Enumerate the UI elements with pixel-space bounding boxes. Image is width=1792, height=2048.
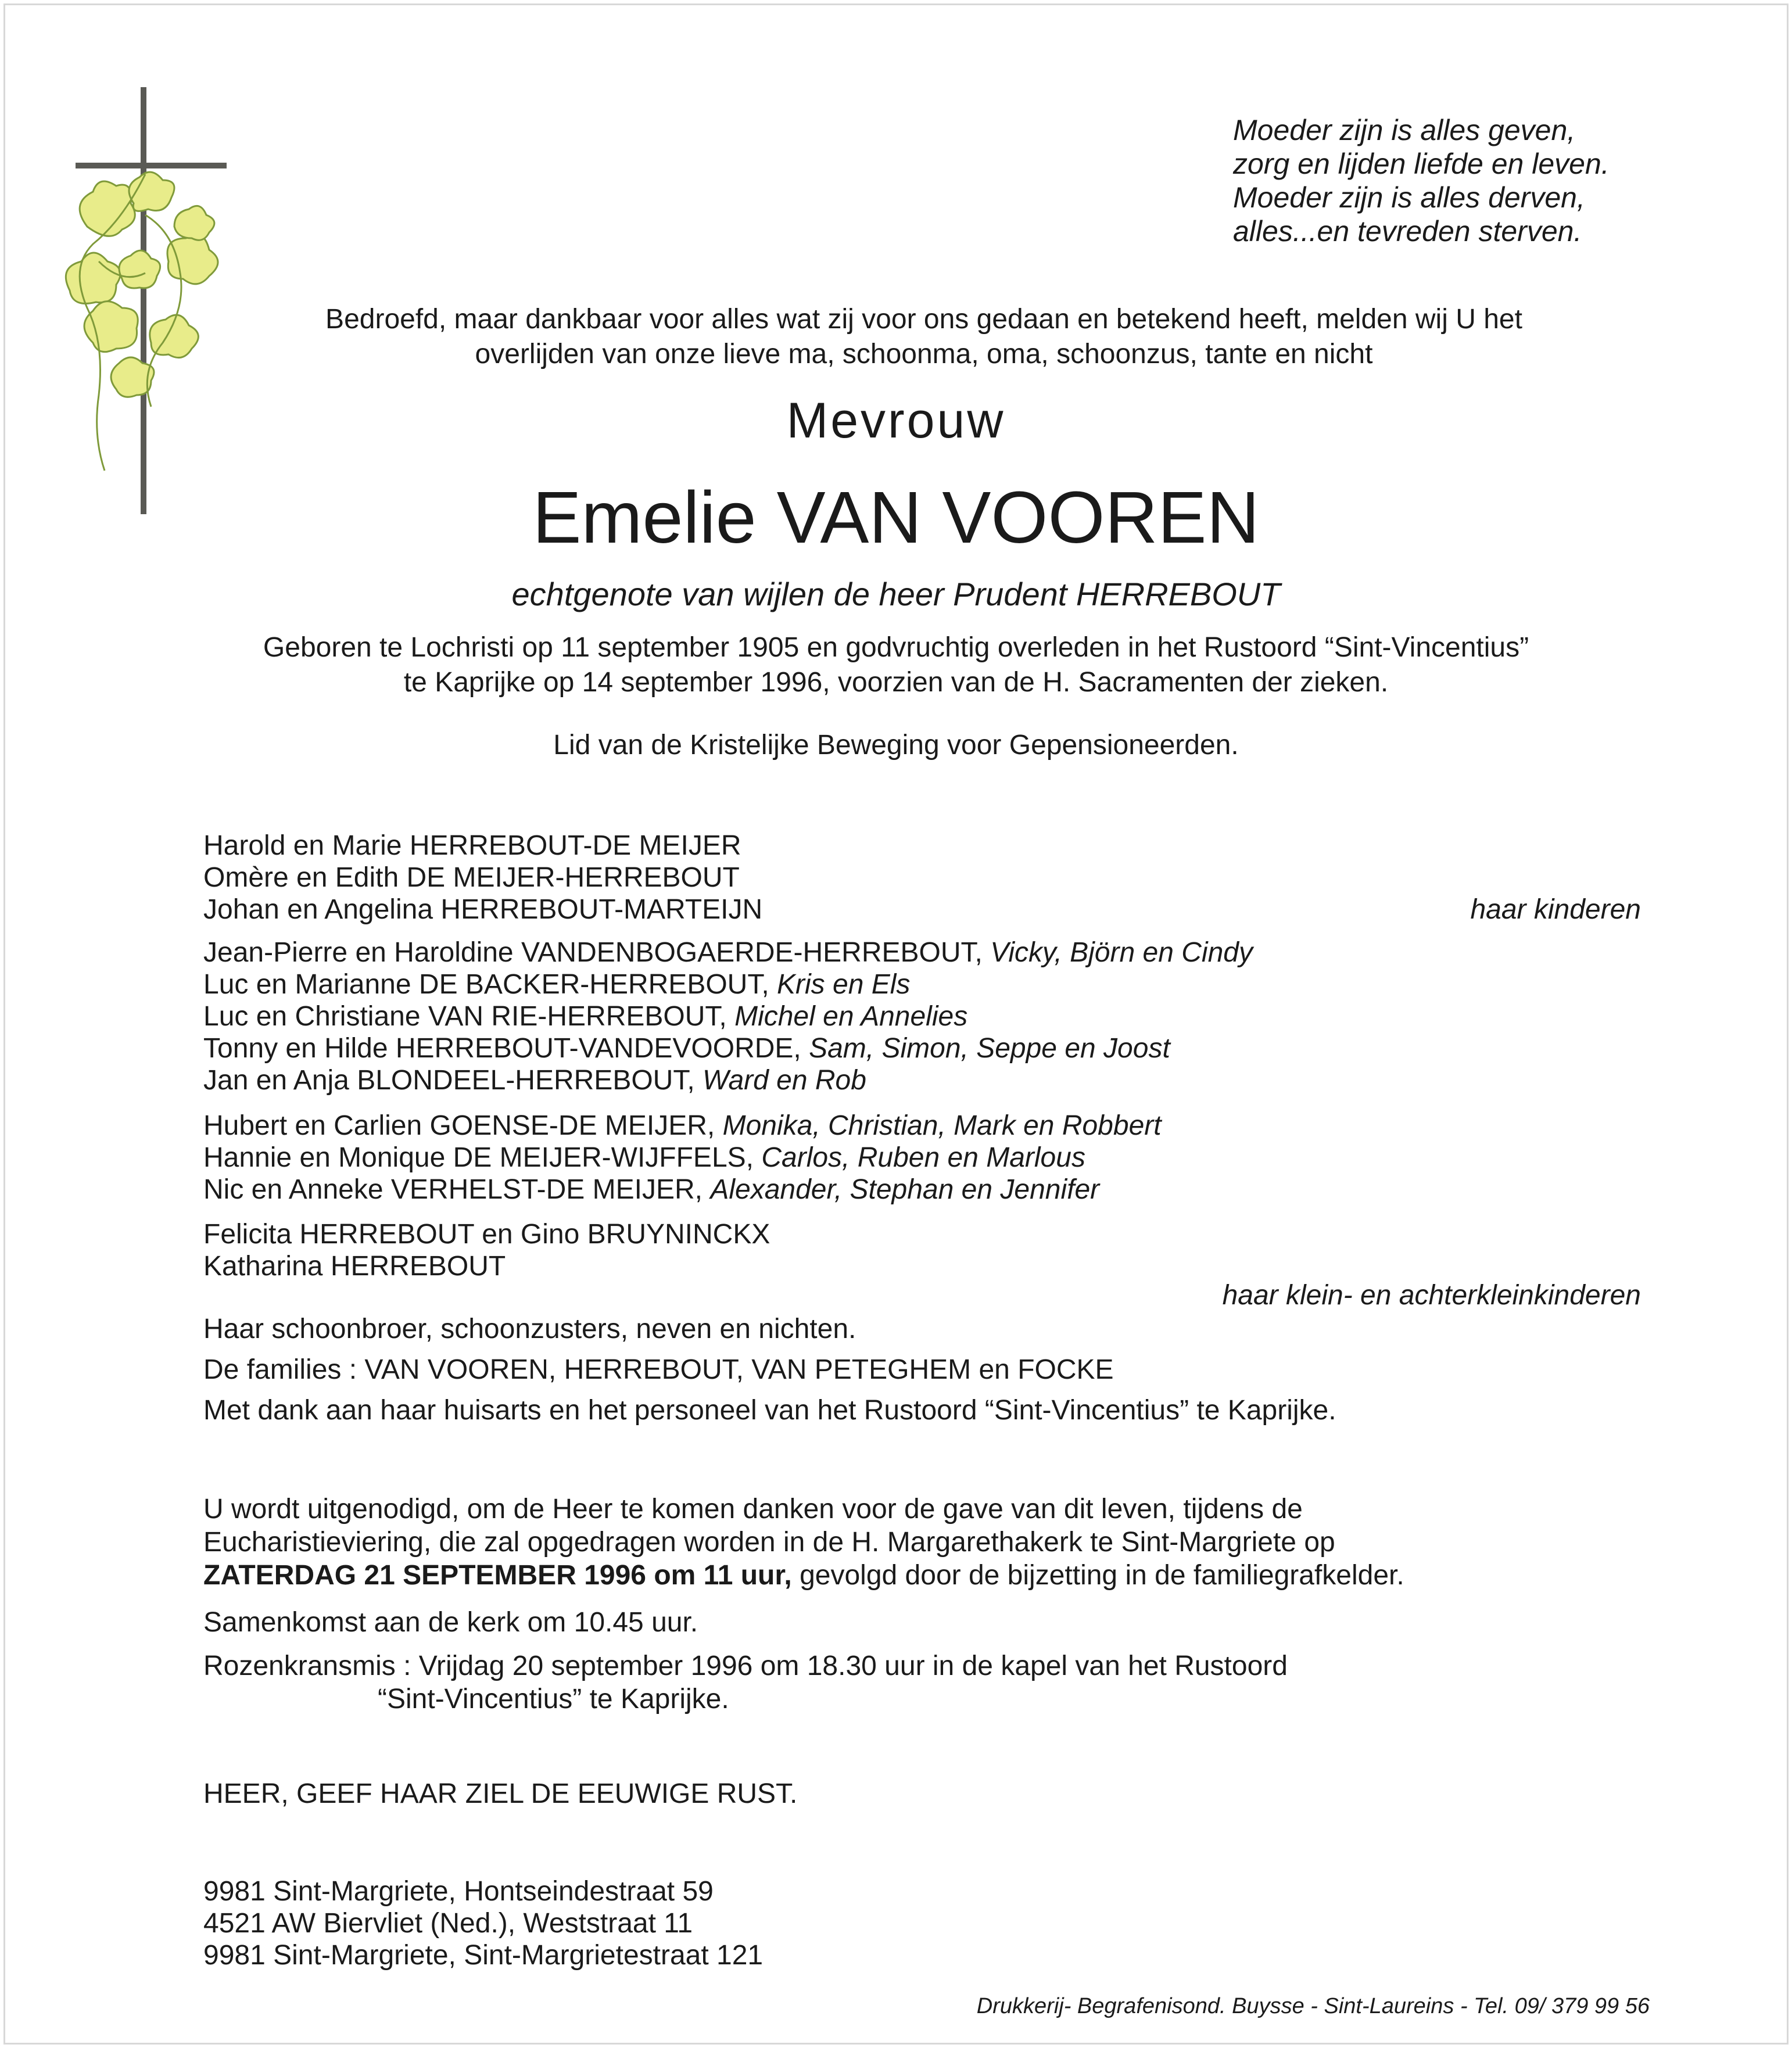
- birth-death-info: [0, 630, 1792, 700]
- poem-line: Moeder zijn is alles derven,: [1233, 181, 1585, 214]
- grandchild-kids: Kris en Els: [777, 969, 911, 1000]
- grandchild-parents: Nic en Anneke VERHELST-DE MEIJER,: [203, 1174, 703, 1205]
- honorific-title: Mevrouw: [786, 393, 1006, 449]
- address-line: 9981 Sint-Margriete, Hontseindestraat 59: [203, 1876, 714, 1907]
- invitation-rest: gevolgd door de bijzetting in de familiegrafkelder.: [791, 1560, 1404, 1591]
- great-grandchild-line: Felicita HERREBOUT en Gino BRUYNINCKX: [203, 1219, 770, 1250]
- printer-credit: Drukkerij- Begrafenisond. Buysse - Sint-Laureins - Tel. 09/ 379 99 56: [976, 1994, 1650, 2018]
- poem: [1233, 113, 1610, 248]
- ceremony-date: ZATERDAG 21 SEPTEMBER 1996 om 11 uur,: [203, 1560, 792, 1591]
- intro-line: Bedroefd, maar dankbaar voor alles wat zij voor ons gedaan en betekend heeft, melden wij U het: [325, 304, 1522, 335]
- death-line: te Kaprijke op 14 september 1996, voorzien van de H. Sacramenten der zieken.: [403, 667, 1389, 698]
- rosary-line: “Sint-Vincentius” te Kaprijke.: [378, 1684, 729, 1715]
- grandchild-kids: Alexander, Stephan en Jennifer: [710, 1174, 1100, 1205]
- deceased-name: Emelie VAN VOOREN: [532, 476, 1260, 558]
- rosary-line: Rozenkransmis : Vrijdag 20 september 1996 om 18.30 uur in de kapel van het Rustoord: [203, 1651, 1288, 1681]
- grandchild-line: [203, 1064, 866, 1096]
- spouse-line: echtgenote van wijlen de heer Prudent HERREBOUT: [511, 576, 1281, 612]
- child-line: Harold en Marie HERREBOUT-DE MEIJER: [203, 830, 741, 861]
- grandchild-kids: Carlos, Ruben en Marlous: [761, 1142, 1085, 1173]
- grandchild-kids: Michel en Annelies: [734, 1001, 968, 1032]
- children-label: haar kinderen: [1470, 894, 1641, 925]
- child-line: Omère en Edith DE MEIJER-HERREBOUT: [203, 862, 740, 893]
- relatives-line: Haar schoonbroer, schoonzusters, neven en nichten.: [203, 1314, 856, 1344]
- grandchild-line: [203, 1174, 1099, 1206]
- grandchildren-label: haar klein- en achterkleinkinderen: [1222, 1280, 1641, 1311]
- grandchild-parents: Luc en Marianne DE BACKER-HERREBOUT,: [203, 969, 769, 1000]
- grandchild-parents: Jan en Anja BLONDEEL-HERREBOUT,: [203, 1065, 695, 1096]
- grandchild-line: [203, 1032, 1170, 1064]
- great-grandchild-line: Katharina HERREBOUT: [203, 1251, 506, 1282]
- grandchild-line: [203, 1142, 1085, 1174]
- invitation-line: [203, 1559, 1404, 1591]
- intro-line: overlijden van onze lieve ma, schoonma, oma, schoonzus, tante en nicht: [475, 339, 1373, 370]
- grandchild-kids: Ward en Rob: [703, 1065, 866, 1096]
- grandchild-parents: Tonny en Hilde HERREBOUT-VANDEVOORDE,: [203, 1033, 801, 1064]
- poem-line: alles...en tevreden sterven.: [1233, 215, 1582, 248]
- grandchild-parents: Jean-Pierre en Haroldine VANDENBOGAERDE-HERREBOUT,: [203, 937, 983, 968]
- invitation-line: U wordt uitgenodigd, om de Heer te komen danken voor de gave van dit leven, tijdens de: [203, 1494, 1303, 1525]
- prayer-line: HEER, GEEF HAAR ZIEL DE EEUWIGE RUST.: [203, 1778, 798, 1809]
- grandchild-kids: Vicky, Björn en Cindy: [990, 937, 1253, 968]
- intro-text: [198, 302, 1650, 372]
- birth-line: Geboren te Lochristi op 11 september 1905 en godvruchtig overleden in het Rustoord “Sint-Vincentius”: [263, 632, 1529, 663]
- poem-line: Moeder zijn is alles geven,: [1233, 114, 1576, 146]
- ivy-leaves-icon: [66, 172, 218, 397]
- grandchild-line: [203, 937, 1253, 969]
- gathering-line: Samenkomst aan de kerk om 10.45 uur.: [203, 1607, 698, 1638]
- thanks-line: Met dank aan haar huisarts en het personeel van het Rustoord “Sint-Vincentius” te Kaprijke.: [203, 1395, 1336, 1426]
- address-line: 4521 AW Biervliet (Ned.), Weststraat 11: [203, 1908, 693, 1939]
- grandchild-line: [203, 969, 910, 1000]
- grandchild-line: [203, 1000, 967, 1032]
- invitation-line: Eucharistieviering, die zal opgedragen worden in de H. Margarethakerk te Sint-Margriete op: [203, 1527, 1335, 1558]
- grandchild-parents: Hannie en Monique DE MEIJER-WIJFFELS,: [203, 1142, 754, 1173]
- grandchild-line: [203, 1110, 1162, 1142]
- grandchild-parents: Hubert en Carlien GOENSE-DE MEIJER,: [203, 1110, 715, 1141]
- families-line: De families : VAN VOOREN, HERREBOUT, VAN PETEGHEM en FOCKE: [203, 1354, 1114, 1385]
- address-line: 9981 Sint-Margriete, Sint-Margrietestraat 121: [203, 1940, 764, 1971]
- membership-line: Lid van de Kristelijke Beweging voor Gepensioneerden.: [553, 730, 1239, 761]
- poem-line: zorg en lijden liefde en leven.: [1233, 148, 1610, 180]
- grandchild-parents: Luc en Christiane VAN RIE-HERREBOUT,: [203, 1001, 727, 1032]
- child-line: Johan en Angelina HERREBOUT-MARTEIJN: [203, 894, 763, 925]
- grandchild-kids: Monika, Christian, Mark en Robbert: [722, 1110, 1162, 1141]
- grandchild-kids: Sam, Simon, Seppe en Joost: [809, 1033, 1170, 1064]
